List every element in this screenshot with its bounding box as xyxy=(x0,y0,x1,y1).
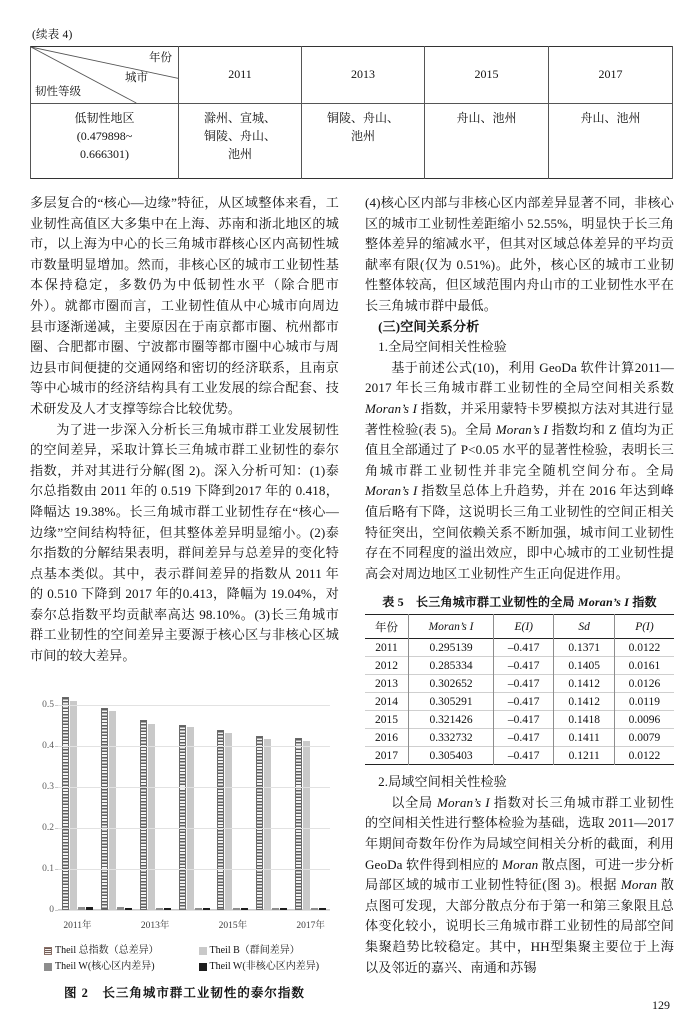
bar-1 xyxy=(148,724,155,909)
legend-item xyxy=(185,943,340,959)
table-cell: 0.1411 xyxy=(554,729,614,747)
table-row xyxy=(31,104,673,179)
legend-item xyxy=(30,959,185,975)
table-cell: 0.0079 xyxy=(614,729,674,747)
right-paragraph-1: (4)核心区内部与非核心区内部差异显著不同，非核心区的城市工业韧性差距缩小 52.55%，明显快于长三角整体差异的缩减水平，但其对区域总体差异的平均贡献率有限(仅为 0.51%)。此外，核心区的城市工业韧性整体较高，但区域范围内舟山市的工业韧性水平在长三角城市群中最低。 xyxy=(365,195,674,313)
table-5-col-header xyxy=(409,615,494,639)
y-axis-tick-label: 0.1 xyxy=(42,863,54,874)
chart-gridline xyxy=(58,910,330,911)
table-4-continued xyxy=(30,46,673,179)
cell-line: 铜陵、舟山、 xyxy=(326,111,399,125)
y-axis-tick xyxy=(55,828,58,829)
table-5-body xyxy=(365,639,674,765)
figure-2 xyxy=(30,677,339,1001)
chart-gridline xyxy=(58,828,330,829)
right-paragraph-3 xyxy=(365,793,674,978)
table-cell: 0.1211 xyxy=(554,747,614,765)
table-cell: –0.417 xyxy=(494,729,554,747)
table-cell: 0.1405 xyxy=(554,657,614,675)
table-cell: 2016 xyxy=(375,731,399,744)
cell-line: 舟山、池州 xyxy=(456,111,517,125)
bar-groups xyxy=(58,685,330,910)
y-axis-tick-label: 0.5 xyxy=(42,700,54,711)
bar-group xyxy=(213,685,252,910)
table-5-caption-suffix: 指数 xyxy=(629,595,657,610)
x-axis-tick-label xyxy=(175,917,214,931)
bar-0 xyxy=(101,708,108,910)
table-5-col-header xyxy=(494,615,554,639)
corner-year-label: 年份 xyxy=(149,52,172,64)
table-cell: 0.1412 xyxy=(554,693,614,711)
x-axis-tick-label: 2015年 xyxy=(218,920,248,931)
chart-gridline xyxy=(58,746,330,747)
table-cell: 0.295139 xyxy=(409,639,494,657)
table-row xyxy=(365,747,674,765)
table-cell: 0.302652 xyxy=(409,675,494,693)
table-cell: 0.1412 xyxy=(554,675,614,693)
cell-line: 舟山、池州 xyxy=(580,111,641,125)
legend-swatch xyxy=(199,963,207,971)
header-italic: Moran’s I xyxy=(428,620,474,633)
x-axis-tick-label: 2013年 xyxy=(140,920,170,931)
bar-1 xyxy=(187,727,194,910)
table-4-level-cell xyxy=(31,104,179,179)
table-row xyxy=(365,657,674,675)
table-5-caption-italic: Moran’s I xyxy=(577,595,630,610)
chart-gridline xyxy=(58,869,330,870)
theil-index-bar-chart xyxy=(30,677,339,939)
y-axis-tick-label: 0.3 xyxy=(42,781,54,792)
right-heading-spatial-relation: (三)空间关系分析 xyxy=(378,318,480,334)
table-4-col-2013: 2013 xyxy=(302,47,425,104)
table-cell: 0.285334 xyxy=(409,657,494,675)
bar-group xyxy=(291,685,330,910)
bar-group xyxy=(97,685,136,910)
inline-text: 指数均和 Z 值均为正值且全部通过了 P<0.05 水平的显著性检验，表明长三角城市群工业韧性并非完全随机空间分布。全局 xyxy=(365,421,674,478)
legend-label: Theil B（群间差异） xyxy=(209,944,300,956)
bar-0 xyxy=(62,697,69,909)
table-4-cell-2015 xyxy=(425,104,549,179)
table-row xyxy=(365,729,674,747)
table-cell: –0.417 xyxy=(494,639,554,657)
inline-text: 指数，并采用蒙特卡罗模拟方法对其进行显著性检验(表 5)。全局 xyxy=(365,400,674,437)
inline-text: 基于前述公式(10)，利用 GeoDa 软件计算2011—2017 年长三角城市群工业韧性的全局空间相关系数 xyxy=(365,359,674,396)
table-4-corner-cell xyxy=(31,47,179,104)
y-axis-tick xyxy=(55,869,58,870)
legend-item xyxy=(30,943,185,959)
header-italic: P(I) xyxy=(635,620,654,633)
header-italic: Sd xyxy=(578,620,590,633)
table-cell: 2011 xyxy=(375,641,398,654)
inline-text: 散点图，可进一步分析局部区域的城市工业韧性特征(图 3)。根据 xyxy=(365,856,675,893)
table-cell: –0.417 xyxy=(494,693,554,711)
body-columns xyxy=(30,193,674,1001)
table-row xyxy=(365,639,674,657)
inline-italic-term: Moran’s I xyxy=(365,483,418,499)
table-cell: –0.417 xyxy=(494,747,554,765)
y-axis-tick xyxy=(55,787,58,788)
table-cell: 0.305403 xyxy=(409,747,494,765)
table-row xyxy=(365,711,674,729)
inline-text: 指数呈总体上升趋势，并在 2016 年达到峰值后略有下降，这说明长三角工业韧性的空间正相关特征突出，空间依赖关系不断加强，城市间工业韧性存在不同程度的溢出效应，即中心城市的工业韧性提高会对周边地区工业韧性产生正向促进作用。 xyxy=(365,483,674,581)
bar-group xyxy=(175,685,214,910)
inline-italic-term: Moran’s I xyxy=(365,400,418,416)
table-cell: 0.0161 xyxy=(614,657,674,675)
bar-0 xyxy=(179,725,186,910)
x-axis-tick-label: 2017年 xyxy=(296,920,325,931)
inline-italic-term: Moran’s I xyxy=(495,421,548,437)
table-row xyxy=(365,675,674,693)
y-axis-tick-label: 0.2 xyxy=(42,822,54,833)
table-cell: 2014 xyxy=(375,695,399,708)
table-cell: 0.1371 xyxy=(554,639,614,657)
left-paragraph-2: 为了进一步深入分析长三角城市群工业发展韧性的空间差异，采取计算长三角城市群工业韧性的泰尔指数，并对其进行分解(图 2)。深入分析可知：(1)泰尔总指数由 2011 年的 0.519 下降到2017 年的 0.418，降幅达 19.38%。长三角城市群工业韧性存在“核心—边缘”空间结构特征，但其整体差异明显缩小。(2)泰尔指数的分解结果表明，群间差异与总差异的变化特点基本类似。其中，表示群间差异的指数从 2011 年的 0.510 下降到 2017 年的0.413，降幅为 19.04%，对泰尔总指数平均贡献率高达 98.10%。(3)长三角城市群工业韧性的空间差异主要源于核心区与非核心区城市间的较大差异。 xyxy=(30,421,339,664)
cell-line: 滁州、宣城、 xyxy=(203,111,276,125)
table-4-cell-2017 xyxy=(549,104,673,179)
x-axis-labels xyxy=(58,917,330,931)
y-axis-tick xyxy=(55,910,58,911)
left-column xyxy=(30,193,339,1001)
level-line-3: 0.666301) xyxy=(80,147,129,161)
inline-text: 以全局 xyxy=(391,794,438,810)
table-4-header-row xyxy=(31,47,673,104)
table-4-col-2011: 2011 xyxy=(179,47,302,104)
header-italic: E(I) xyxy=(514,620,533,633)
bar-1 xyxy=(303,741,310,910)
table-5-col-header: 年份 xyxy=(375,621,399,634)
table-4-cell-2011 xyxy=(179,104,302,179)
table-cell: –0.417 xyxy=(494,675,554,693)
table-row xyxy=(365,693,674,711)
x-axis-tick-label: 2011年 xyxy=(63,920,92,931)
table-cell: 2012 xyxy=(375,659,399,672)
y-axis-tick xyxy=(55,746,58,747)
table-cell: –0.417 xyxy=(494,711,554,729)
right-subheading-local-test: 2.局域空间相关性检验 xyxy=(378,774,507,790)
legend-item xyxy=(185,959,340,975)
table-cell: 0.0122 xyxy=(614,639,674,657)
bar-0 xyxy=(256,736,263,909)
inline-italic-term: Moran’s I xyxy=(437,794,490,810)
table-cell: 2017 xyxy=(375,749,399,762)
cell-line: 池州 xyxy=(350,129,375,143)
legend-label: Theil W(非核心区内差异) xyxy=(209,960,320,972)
legend-label: Theil 总指数（总差异） xyxy=(55,944,159,956)
chart-plot-area xyxy=(42,685,330,915)
table-4-col-2017: 2017 xyxy=(549,47,673,104)
inline-text: 指数对长三角城市群工业韧性的空间相关性进行整体检验为基础，选取 2011—2017 年期间奇数年份作为局域空间相关分析的截面，利用 GeoDa 软件得到相应的 xyxy=(365,794,674,872)
legend-swatch xyxy=(44,947,52,955)
corner-level-label: 韧性等级 xyxy=(35,86,81,99)
bar-1 xyxy=(225,733,232,910)
table-cell: 0.1418 xyxy=(554,711,614,729)
level-line-1: 低韧性地区 xyxy=(74,111,135,125)
table-cell: 2015 xyxy=(375,713,399,726)
corner-city-label: 城市 xyxy=(125,72,148,85)
y-axis-tick-label: 0.4 xyxy=(42,741,54,752)
table-cell: 0.0096 xyxy=(614,711,674,729)
table-5-col-header xyxy=(554,615,614,639)
x-axis-tick-label xyxy=(252,917,291,931)
legend-label: Theil W(核心区内差异) xyxy=(55,960,155,972)
inline-italic-term: Moran xyxy=(502,856,539,872)
chart-legend xyxy=(30,943,339,975)
chart-gridline xyxy=(58,787,330,788)
x-axis-tick-label xyxy=(97,917,136,931)
table-cell: 0.321426 xyxy=(409,711,494,729)
bar-1 xyxy=(264,739,271,910)
table-cell: 0.0122 xyxy=(614,747,674,765)
table-5-header-row xyxy=(365,615,674,639)
y-axis-tick xyxy=(55,705,58,706)
table-5-caption xyxy=(365,593,674,610)
legend-swatch xyxy=(44,963,52,971)
bar-group xyxy=(58,685,97,910)
table-cell: 0.0119 xyxy=(614,693,674,711)
right-paragraph-2 xyxy=(365,358,674,585)
table-4-col-2015: 2015 xyxy=(425,47,549,104)
left-paragraph-1: 多层复合的“核心—边缘”特征，从区域整体来看，工业韧性高值区大多集中在上海、苏南和浙北地区的城市，以上海为中心的长三角城市群核心区内高韧性城市数量明显增加。然而，非核心区的城市工业韧性基本保持稳定，多数仍为中低韧性水平（除合肥市外）。就都市圈而言，工业韧性值从中心城市向周边县市逐渐递减，主要原因在于南京都市圈、杭州都市圈、合肥都市圈、宁波都市圈等都市圈中心城市与周边县市间便捷的交通网络和密切的经济联系，且南京等中心城市的经济结构具有工业发展的综合配套、技术研发及人才支撑等综合比较优势。 xyxy=(30,195,339,416)
table-5-caption-prefix: 表 5 长三角城市群工业韧性的全局 xyxy=(382,595,578,610)
y-axis-tick-label: 0 xyxy=(49,904,54,915)
bar-1 xyxy=(70,701,77,910)
table-cell: 0.332732 xyxy=(409,729,494,747)
table-cell: 2013 xyxy=(375,677,399,690)
inline-italic-term: Moran xyxy=(620,877,657,893)
bar-0 xyxy=(295,738,302,909)
table-5-global-moran xyxy=(365,614,674,765)
bar-group xyxy=(136,685,175,910)
figure-2-caption: 图 2 长三角城市群工业韧性的泰尔指数 xyxy=(64,985,305,1000)
page-number: 129 xyxy=(652,998,670,1012)
table-cell: –0.417 xyxy=(494,657,554,675)
table-cell: 0.305291 xyxy=(409,693,494,711)
table-4-cell-2013 xyxy=(302,104,425,179)
bar-1 xyxy=(109,711,116,910)
level-line-2: (0.479898~ xyxy=(76,129,133,143)
right-subheading-global-test: 1.全局空间相关性检验 xyxy=(378,339,507,355)
right-column xyxy=(365,193,674,1001)
inline-text: 散点图可发现，大部分散点分布于第一和第三象限且总体变化较小，说明长三角城市群工业韧性的局部空间集聚趋势比较稳定。其中，HH型集聚主要位于上海以及邻近的嘉兴、南通和苏锡 xyxy=(365,877,674,975)
continued-table-label: (续表 4) xyxy=(32,29,73,41)
bar-0 xyxy=(140,720,147,909)
cell-line: 池州 xyxy=(227,147,252,161)
chart-gridline xyxy=(58,705,330,706)
bar-0 xyxy=(217,730,224,910)
legend-swatch xyxy=(199,947,207,955)
bar-group xyxy=(252,685,291,910)
table-cell: 0.0126 xyxy=(614,675,674,693)
table-5-col-header xyxy=(614,615,674,639)
cell-line: 铜陵、舟山、 xyxy=(203,129,276,143)
